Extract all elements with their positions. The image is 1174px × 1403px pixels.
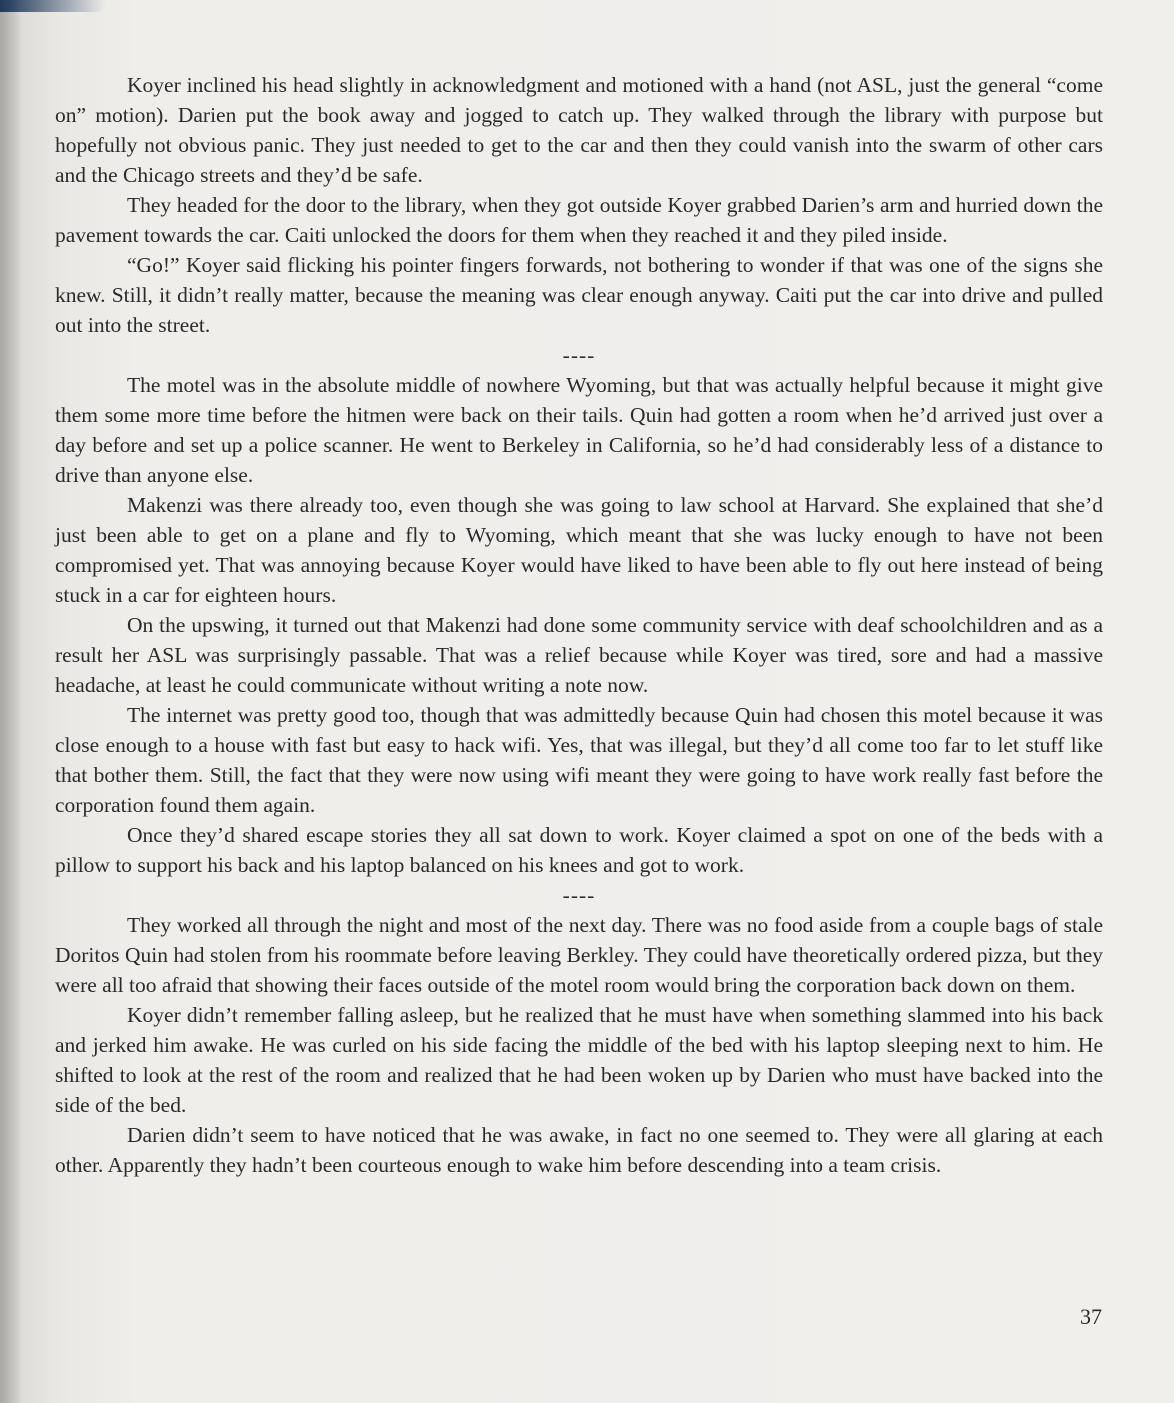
paragraph: “Go!” Koyer said flicking his pointer fingers forwards, not bothering to wonder if that was one of the signs she knew. Still, it didn’t really matter, because the meaning was clear enough anyway. Caiti put the car into drive and pulled out into the street. [55,253,1103,337]
paragraph: They worked all through the night and most of the next day. There was no food aside from a couple bags of stale Doritos Quin had stolen from his roommate before leaving Berkley. They could have theoretically ordered pizza, but they were all too afraid that showing their faces outside of the motel room would bring the corporation back down on them. [55,913,1103,997]
scene-break: ---- [562,343,596,367]
paragraph: Koyer inclined his head slightly in acknowledgment and motioned with a hand (not ASL, just the general “come on” motion). Darien put the book away and jogged to catch up. They walked through the library with purpose but hopefully not obvious panic. They just needed to get to the car and then they could vanish into the swarm of other cars and the Chicago streets and they’d be safe. [55,73,1103,187]
scene-break: ---- [562,883,596,907]
spine-shadow [0,0,22,1403]
paragraph: They headed for the door to the library, when they got outside Koyer grabbed Darien’s arm and hurried down the pavement towards the car. Caiti unlocked the doors for them when they reached it and they piled inside. [55,193,1103,247]
corner-color-mark [0,0,105,12]
paragraph: Makenzi was there already too, even though she was going to law school at Harvard. She explained that she’d just been able to get on a plane and fly to Wyoming, which meant that she was lucky enough to have not been compromised yet. That was annoying because Koyer would have liked to have been able to fly out here instead of being stuck in a car for eighteen hours. [55,493,1103,607]
page-number: 37 [1080,1304,1102,1329]
body-text [55,70,1103,1180]
paragraph: The motel was in the absolute middle of nowhere Wyoming, but that was actually helpful because it might give them some more time before the hitmen were back on their tails. Quin had gotten a room when he’d arrived just over a day before and set up a police scanner. He went to Berkeley in California, so he’d had considerably less of a distance to drive than anyone else. [55,373,1103,487]
paragraph: Koyer didn’t remember falling asleep, but he realized that he must have when something slammed into his back and jerked him awake. He was curled on his side facing the middle of the bed with his laptop sleeping next to him. He shifted to look at the rest of the room and realized that he had been woken up by Darien who must have backed into the side of the bed. [55,1003,1103,1117]
paragraph: The internet was pretty good too, though that was admittedly because Quin had chosen this motel because it was close enough to a house with fast but easy to hack wifi. Yes, that was illegal, but they’d all come too far to let stuff like that bother them. Still, the fact that they were now using wifi meant they were going to have work really fast before the corporation found them again. [55,703,1103,817]
paragraph: On the upswing, it turned out that Makenzi had done some community service with deaf schoolchildren and as a result her ASL was surprisingly passable. That was a relief because while Koyer was tired, sore and had a massive headache, at least he could communicate without writing a note now. [55,613,1103,697]
paragraph: Darien didn’t seem to have noticed that he was awake, in fact no one seemed to. They were all glaring at each other. Apparently they hadn’t been courteous enough to wake him before descending into a team crisis. [55,1123,1103,1177]
paragraph: Once they’d shared escape stories they all sat down to work. Koyer claimed a spot on one of the beds with a pillow to support his back and his laptop balanced on his knees and got to work. [55,823,1103,877]
